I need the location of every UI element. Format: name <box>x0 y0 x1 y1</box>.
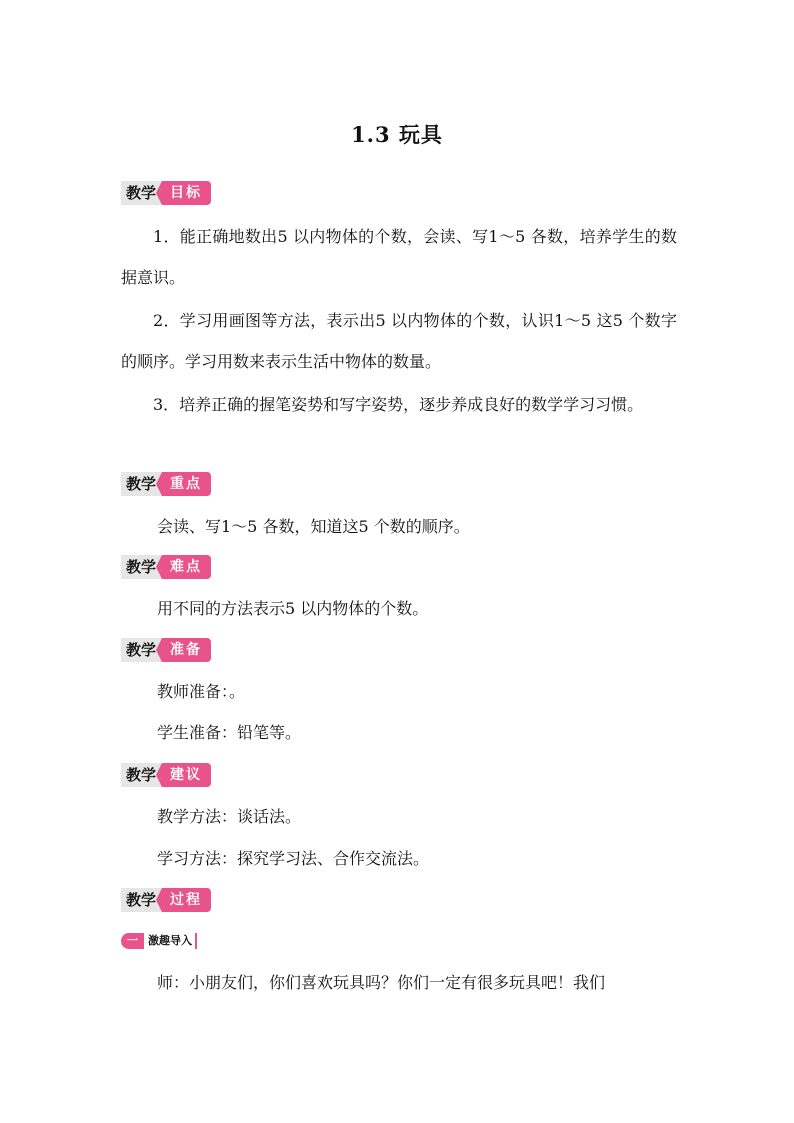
advice-teaching-method: 教学方法：谈话法。 <box>157 807 302 826</box>
section-tag-left: 教学 <box>121 888 162 912</box>
difficulty-text: 用不同的方法表示5 以内物体的个数。 <box>157 599 429 618</box>
section-tag-right: 目标 <box>162 181 211 205</box>
prep-student-text: 学生准备：铅笔等。 <box>157 723 302 742</box>
dialog-line: 师：小朋友们，你们喜欢玩具吗？你们一定有很多玩具吧！我们 <box>157 973 606 992</box>
section-tag-keypoints <box>121 472 211 496</box>
section-tag-difficulty <box>121 555 211 579</box>
step-divider-bar <box>195 933 197 949</box>
section-tag-prep <box>121 638 211 662</box>
section-tag-right: 难点 <box>162 555 211 579</box>
section-tag-left: 教学 <box>121 638 162 662</box>
section-tag-right: 重点 <box>162 472 211 496</box>
section-tag-right: 建议 <box>162 763 211 787</box>
step-badge-intro <box>121 933 197 949</box>
goal-item-3: 3．培养正确的握笔姿势和写字姿势，逐步养成良好的数学学习习惯。 <box>153 395 644 414</box>
section-tag-left: 教学 <box>121 763 162 787</box>
keypoints-text: 会读、写1～5 各数，知道这5 个数的顺序。 <box>157 517 470 536</box>
section-tag-right: 过程 <box>162 888 211 912</box>
prep-teacher-text: 教师准备：。 <box>157 682 246 701</box>
advice-learning-method: 学习方法：探究学习法、合作交流法。 <box>157 849 430 868</box>
section-tag-process <box>121 888 211 912</box>
section-tag-left: 教学 <box>121 555 162 579</box>
goal-item-1: 1．能正确地数出5 以内物体的个数，会读、写1～5 各数，培养学生的数据意识。 <box>121 227 677 287</box>
goal-item-2: 2．学习用画图等方法，表示出5 以内物体的个数，认识1～5 这5 个数字的顺序。学习用数来表示生活中物体的数量。 <box>121 311 677 371</box>
section-tag-right: 准备 <box>162 638 211 662</box>
section-tag-advice <box>121 763 211 787</box>
page-title: 1.3 玩具 <box>351 122 443 147</box>
section-tag-left: 教学 <box>121 472 162 496</box>
step-label: 激趣导入 <box>148 934 192 947</box>
step-number: 一 <box>121 933 144 949</box>
section-tag-left: 教学 <box>121 181 162 205</box>
section-tag-goals <box>121 181 211 205</box>
